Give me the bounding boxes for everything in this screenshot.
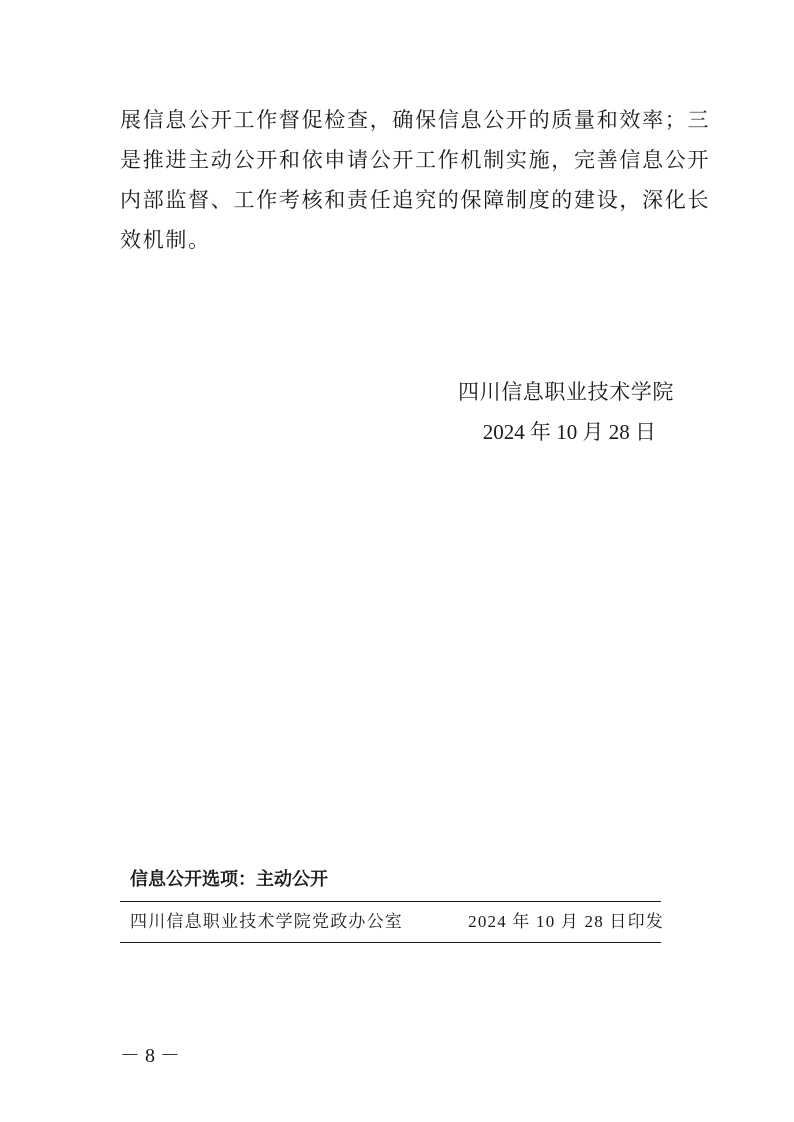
- disclosure-option: 信息公开选项：主动公开: [130, 869, 328, 889]
- body-line-1: 展信息公开工作督促检查，确保信息公开的质量和效率；三: [120, 108, 711, 132]
- body-line-4: 效机制。: [120, 228, 211, 252]
- footer-bottom-rule: [120, 942, 661, 943]
- page-number: － 8 －: [120, 1045, 180, 1067]
- body-paragraph: [120, 100, 711, 260]
- footer-top-rule: [120, 901, 661, 902]
- signature-date: 2024 年 10 月 28 日: [482, 420, 656, 444]
- issue-date: 2024 年 10 月 28 日印发: [468, 912, 664, 931]
- body-line-2: 是推进主动公开和依申请公开工作机制实施，完善信息公开: [120, 148, 711, 172]
- body-line-3: 内部监督、工作考核和责任追究的保障制度的建设，深化长: [120, 188, 711, 212]
- signature-organization: 四川信息职业技术学院: [458, 380, 674, 404]
- issuing-office: 四川信息职业技术学院党政办公室: [130, 912, 403, 932]
